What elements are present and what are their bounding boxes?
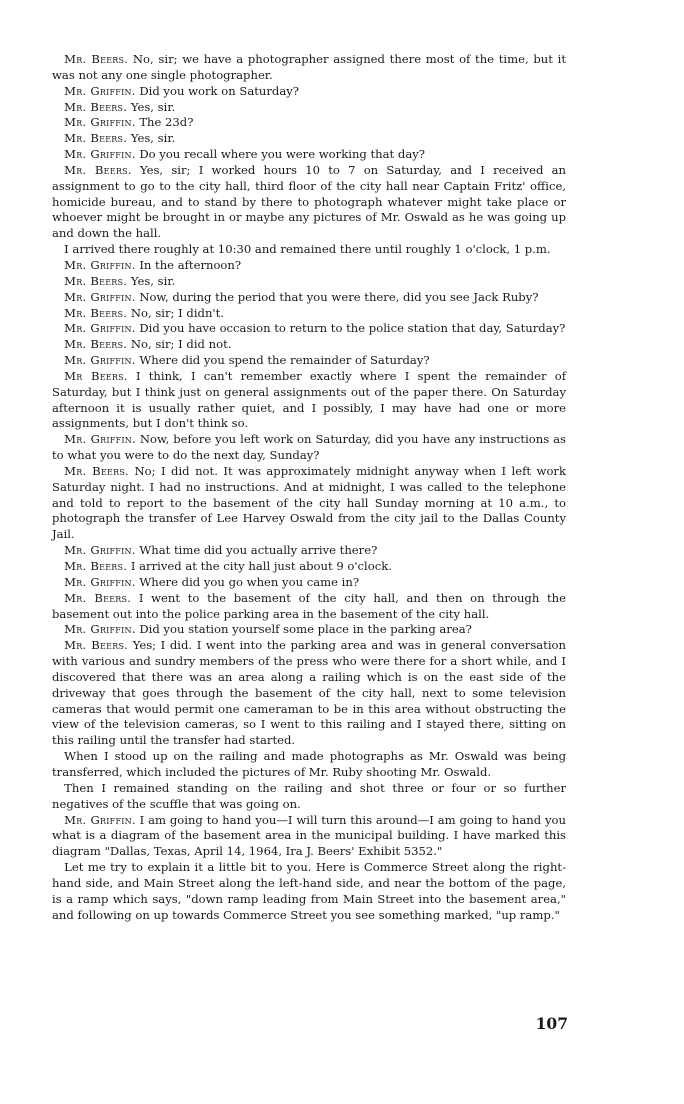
paragraph-text: Yes, sir. (130, 273, 176, 288)
speaker-label: Mr. Beers. (64, 162, 132, 177)
speaker-label: Mr. Beers. (64, 131, 128, 146)
page-number: 107 (535, 1014, 568, 1033)
paragraph-text: Now, during the period that you were there, did you see Jack Ruby? (139, 289, 539, 304)
transcript-paragraph (52, 432, 566, 464)
paragraph-text: When I stood up on the railing and made photographs as Mr. Oswald was being transferred, which included the pictures of Mr. Ruby shooting Mr. Oswald. (52, 749, 566, 779)
transcript-paragraph (52, 52, 566, 84)
transcript-paragraph (52, 290, 566, 306)
speaker-label: Mr. Beers. (64, 590, 132, 605)
transcript-paragraph (52, 337, 566, 353)
transcript-body (52, 52, 566, 923)
paragraph-text: I arrived at the city hall just about 9 o'clock. (130, 559, 392, 573)
transcript-paragraph (52, 638, 566, 749)
speaker-label: Mr. Beers. (64, 337, 128, 352)
speaker-label: Mr. Griffin. (64, 257, 136, 272)
speaker-label: Mr. Beers. (64, 273, 128, 288)
transcript-paragraph (52, 813, 566, 861)
transcript-paragraph (52, 147, 566, 163)
speaker-label: Mr. Griffin. (64, 353, 136, 368)
paragraph-text: Where did you go when you came in? (139, 574, 360, 589)
paragraph-text: No, sir; we have a photographer assigned there most of the time, but it was not any one single photographer. (52, 52, 567, 82)
speaker-label: Mr Beers. (64, 368, 128, 383)
paragraph-text: No; I did not. It was approximately midnight anyway when I left work Saturday night. I had no instructions. And at midnight, I was called to the telephone and told to report to the basement of the city hall Sunday morning at 10 a.m., to photograph the transfer of Lee Harvey Oswald from the city jail to the Dallas County Jail. (52, 463, 566, 542)
transcript-paragraph (52, 131, 566, 147)
transcript-paragraph (52, 591, 566, 623)
speaker-label: Mr. Griffin. (64, 812, 136, 827)
transcript-paragraph (52, 115, 566, 131)
speaker-label: Mr. Griffin. (64, 321, 136, 336)
paragraph-text: Did you have occasion to return to the police station that day, Saturday? (139, 321, 566, 336)
paragraph-text: Yes, sir. (130, 99, 176, 114)
speaker-label: Mr. Griffin. (64, 543, 136, 558)
transcript-paragraph (52, 575, 566, 591)
paragraph-text: I arrived there roughly at 10:30 and remained there until roughly 1 o'clock, 1 p.m. (64, 242, 551, 257)
paragraph-text: Did you work on Saturday? (139, 83, 300, 98)
transcript-paragraph (52, 860, 566, 923)
paragraph-text: Let me try to explain it a little bit to you. Here is Commerce Street along the right-hand side, and Main Street along the left-hand side, and near the bottom of the page, is a ramp which says, "down ramp leading from Main Street into the basement area," and following on up towards Commerce Street you see something marked, "up ramp." (52, 860, 566, 922)
speaker-label: Mr. Griffin. (64, 432, 136, 447)
transcript-paragraph (52, 84, 566, 100)
speaker-label: Mr. Griffin. (64, 289, 136, 304)
speaker-label: Mr. Griffin. (64, 622, 136, 637)
paragraph-text: Do you recall where you were working that day? (139, 147, 425, 162)
transcript-paragraph (52, 321, 566, 337)
paragraph-text: Yes; I did. I went into the parking area and was in general conversation with various and sundry members of the press who were there for a short while, and I discovered that there was an area along a railing which is on the east side of the driveway that goes through the basement of the city hall, next to some television cameras that would permit one cameraman to be in this area without obstructing the view of the television cameras, so I went to this railing and I stayed there, sitting on this railing until the transfer had started. (52, 638, 566, 748)
paragraph-text: No, sir; I didn't. (130, 305, 224, 320)
speaker-label: Mr. Griffin. (64, 574, 136, 589)
paragraph-text: Yes, sir. (130, 131, 176, 146)
transcript-paragraph (52, 306, 566, 322)
transcript-paragraph (52, 622, 566, 638)
transcript-paragraph (52, 258, 566, 274)
transcript-paragraph (52, 369, 566, 432)
speaker-label: Mr. Beers. (64, 52, 129, 66)
speaker-label: Mr. Griffin. (64, 147, 136, 162)
speaker-label: Mr. Beers. (64, 638, 129, 653)
paragraph-text: What time did you actually arrive there? (139, 543, 378, 558)
transcript-paragraph (52, 242, 566, 258)
paragraph-text: I think, I can't remember exactly where I spent the remainder of Saturday, but I think just on general assignments out of the paper there. On Saturday afternoon it is usually rather quiet, and I possibly, I may have had one or more assignments, but I don't think so. (52, 368, 566, 431)
speaker-label: Mr. Beers. (64, 463, 129, 478)
speaker-label: Mr. Griffin. (64, 115, 136, 130)
paragraph-text: Where did you spend the remainder of Saturday? (139, 353, 430, 368)
transcript-paragraph (52, 100, 566, 116)
paragraph-text: No, sir; I did not. (130, 337, 232, 352)
paragraph-text: Did you station yourself some place in the parking area? (139, 622, 472, 637)
paragraph-text: The 23d? (139, 115, 194, 130)
speaker-label: Mr. Beers. (64, 99, 128, 114)
paragraph-text: I went to the basement of the city hall, and then on through the basement out into the police parking area in the basement of the city hall. (52, 590, 566, 621)
paragraph-text: Then I remained standing on the railing and shot three or four or so further negatives of the scuffle that was going on. (52, 780, 566, 811)
transcript-paragraph (52, 781, 566, 813)
transcript-paragraph (52, 543, 566, 559)
speaker-label: Mr. Beers. (64, 559, 128, 573)
transcript-paragraph (52, 274, 566, 290)
transcript-paragraph (52, 749, 566, 781)
speaker-label: Mr. Griffin. (64, 83, 136, 98)
paragraph-text: In the afternoon? (139, 257, 242, 272)
paragraph-text: I am going to hand you—I will turn this around—I am going to hand you what is a diagram of the basement area in the municipal building. I have marked this diagram "Dallas, Texas, April 14, 1964, Ira J. Beers' Exhibit 5352." (52, 812, 566, 859)
transcript-paragraph (52, 559, 566, 575)
transcript-paragraph (52, 353, 566, 369)
speaker-label: Mr. Beers. (64, 305, 128, 320)
transcript-paragraph (52, 163, 566, 242)
paragraph-text: Now, before you left work on Saturday, did you have any instructions as to what you were to do the next day, Sunday? (52, 432, 567, 463)
transcript-paragraph (52, 464, 566, 543)
paragraph-text: Yes, sir; I worked hours 10 to 7 on Saturday, and I received an assignment to go to the city hall, third floor of the city hall near Captain Fritz' office, homicide bureau, and to stand by there to photograph whatever might take place or whoever might be brought in or maybe any pictures of Mr. Oswald as he was going up and down the hall. (52, 162, 566, 241)
